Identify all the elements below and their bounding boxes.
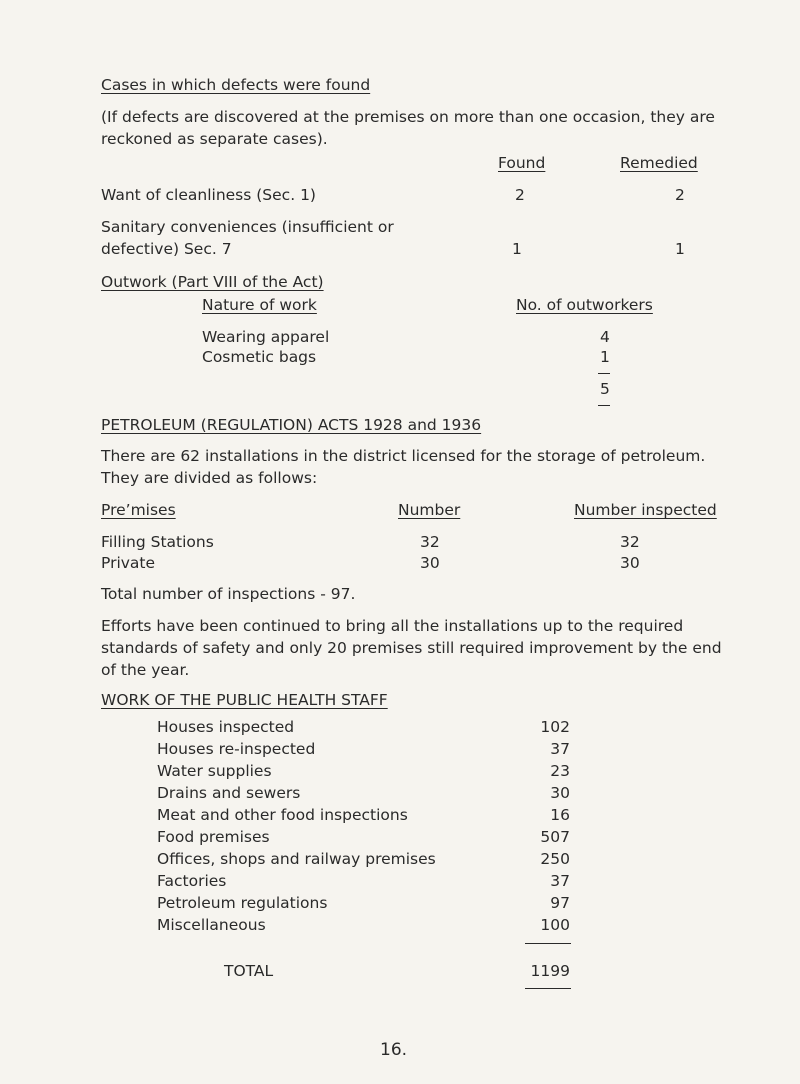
staff-row-label: Houses inspected: [157, 718, 295, 736]
petroleum-row-inspected: 32: [620, 533, 640, 551]
col-number-inspected: Number inspected: [574, 501, 717, 519]
staff-row-label: Meat and other food inspections: [157, 806, 408, 824]
staff-row-value: 37: [550, 740, 570, 758]
petroleum-row-premises: Filling Stations: [101, 533, 214, 551]
col-number: Number: [398, 501, 461, 519]
defect-row-found: 2: [515, 186, 525, 204]
staff-row-value: 30: [550, 784, 570, 802]
col-no-of-outworkers: No. of outworkers: [516, 296, 653, 314]
defect-row-label-cont: defective) Sec. 7: [101, 240, 232, 258]
staff-row-value: 16: [550, 806, 570, 824]
defects-heading: Cases in which defects were found: [101, 76, 371, 94]
defect-row-label: Sanitary conveniences (insufficient or: [101, 218, 394, 236]
petroleum-efforts-line2: standards of safety and only 20 premises still required improvement by the end: [101, 639, 722, 657]
staff-total-rule-top: [525, 943, 571, 944]
defects-note-line2: reckoned as separate cases).: [101, 130, 328, 148]
petroleum-intro-line2: They are divided as follows:: [101, 469, 318, 487]
defect-row-remedied: 2: [675, 186, 685, 204]
staff-row-value: 100: [540, 916, 570, 934]
staff-row-label: Water supplies: [157, 762, 272, 780]
staff-row-value: 507: [540, 828, 570, 846]
staff-total-value: 1199: [530, 962, 570, 980]
page-number: 16.: [380, 1040, 408, 1060]
outwork-row-count: 4: [600, 328, 610, 346]
staff-total-label: TOTAL: [224, 962, 274, 980]
outwork-row-nature: Wearing apparel: [202, 328, 330, 346]
col-nature-of-work: Nature of work: [202, 296, 317, 314]
staff-row-label: Food premises: [157, 828, 270, 846]
petroleum-total-inspections: Total number of inspections - 97.: [101, 585, 356, 603]
petroleum-row-inspected: 30: [620, 554, 640, 572]
defect-row-label: Want of cleanliness (Sec. 1): [101, 186, 316, 204]
defect-row-found: 1: [512, 240, 522, 258]
staff-row-label: Drains and sewers: [157, 784, 301, 802]
outwork-row-count: 1: [600, 348, 610, 366]
outwork-heading: Outwork (Part VIII of the Act): [101, 273, 324, 291]
staff-row-value: 37: [550, 872, 570, 890]
outwork-total: 5: [600, 380, 610, 398]
staff-row-label: Factories: [157, 872, 227, 890]
staff-total-rule-bottom: [525, 988, 571, 989]
staff-row-value: 102: [540, 718, 570, 736]
petroleum-row-number: 30: [420, 554, 440, 572]
staff-row-value: 97: [550, 894, 570, 912]
staff-row-label: Houses re-inspected: [157, 740, 316, 758]
staff-heading: WORK OF THE PUBLIC HEALTH STAFF: [101, 691, 388, 709]
staff-row-value: 250: [540, 850, 570, 868]
defect-row-remedied: 1: [675, 240, 685, 258]
staff-row-value: 23: [550, 762, 570, 780]
petroleum-heading: PETROLEUM (REGULATION) ACTS 1928 and 1936: [101, 416, 482, 434]
outwork-row-nature: Cosmetic bags: [202, 348, 317, 366]
col-remedied: Remedied: [620, 154, 698, 172]
defects-note-line1: (If defects are discovered at the premises on more than one occasion, they are: [101, 108, 715, 126]
outwork-total-rule-top: [598, 373, 610, 374]
petroleum-efforts-line1: Efforts have been continued to bring all the installations up to the required: [101, 617, 684, 635]
col-premises: Pre’mises: [101, 501, 176, 519]
petroleum-intro-line1: There are 62 installations in the district licensed for the storage of petroleum.: [101, 447, 706, 465]
petroleum-row-premises: Private: [101, 554, 156, 572]
staff-row-label: Offices, shops and railway premises: [157, 850, 436, 868]
petroleum-row-number: 32: [420, 533, 440, 551]
petroleum-efforts-line3: of the year.: [101, 661, 190, 679]
outwork-total-rule-bottom: [598, 405, 610, 406]
staff-row-label: Petroleum regulations: [157, 894, 328, 912]
col-found: Found: [498, 154, 546, 172]
staff-row-label: Miscellaneous: [157, 916, 266, 934]
